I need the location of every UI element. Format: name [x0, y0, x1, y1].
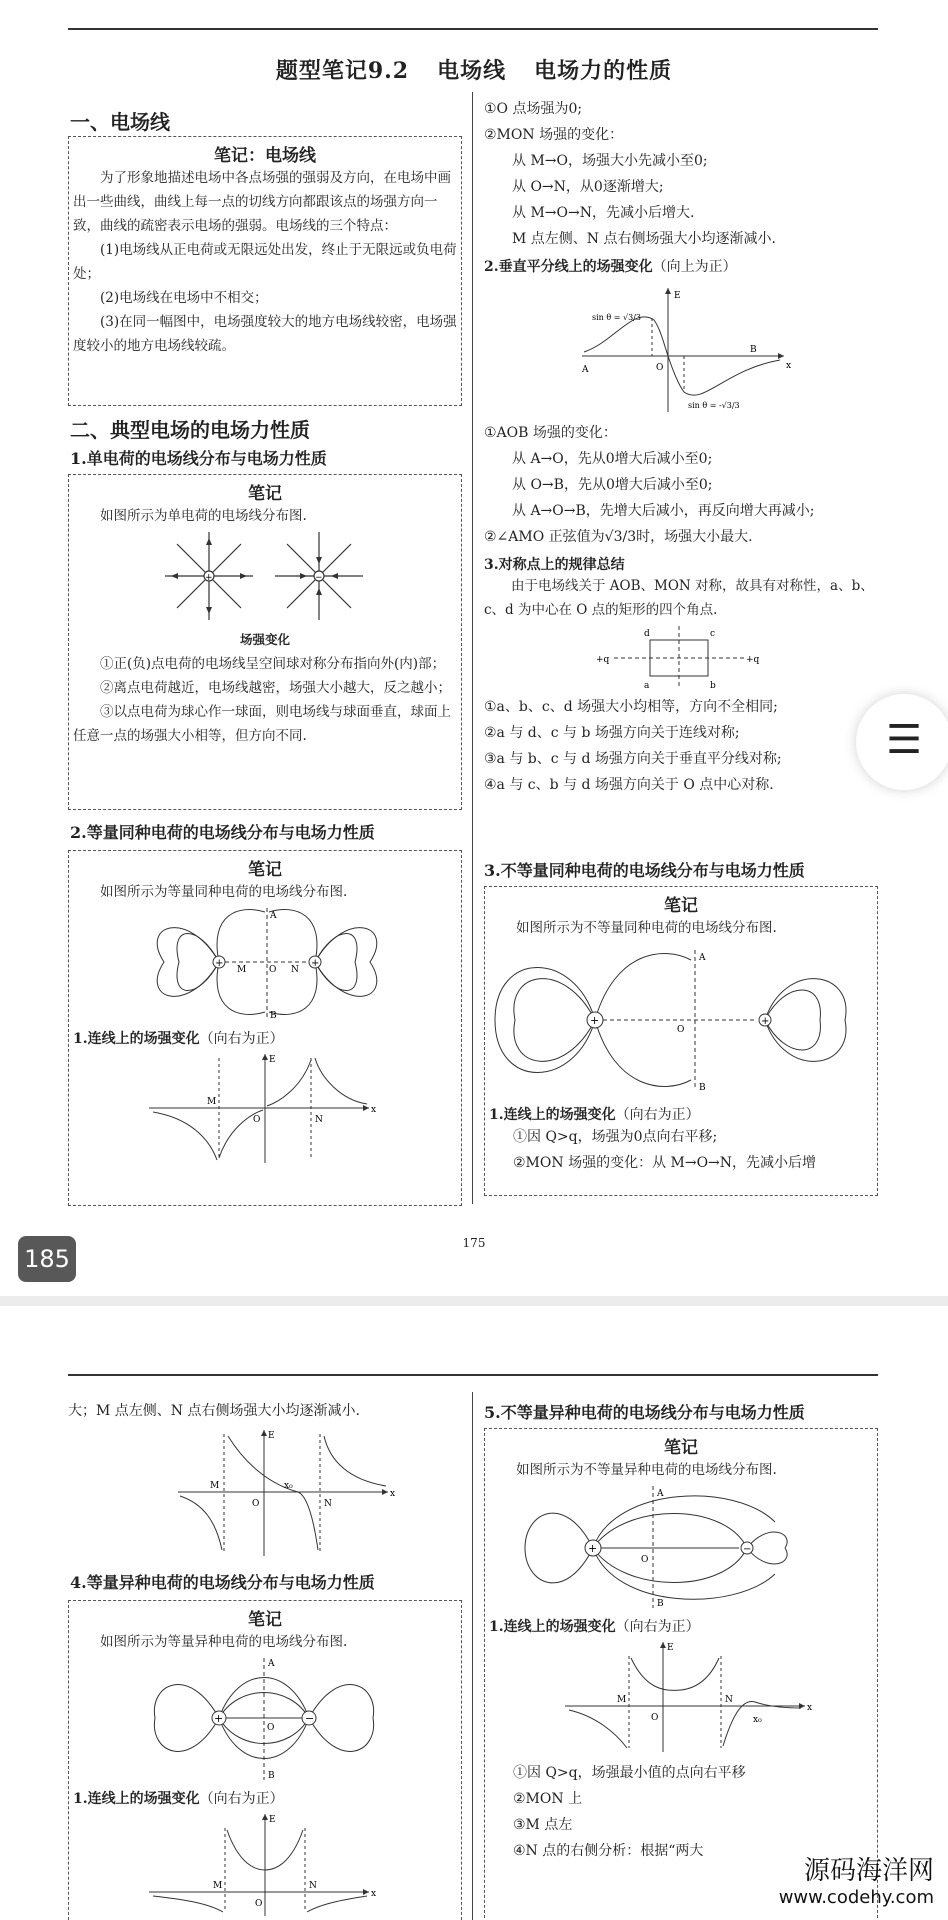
svg-text:O: O — [656, 363, 664, 373]
svg-text:O: O — [252, 1499, 260, 1509]
svg-text:O: O — [255, 1899, 263, 1909]
text-line: ③M 点左 — [513, 1817, 573, 1833]
document-page-next — [0, 1306, 948, 1920]
note-paragraph: 如图所示为不等量异种电荷的电场线分布图. — [516, 1462, 777, 1478]
note-box-equal-like-charges — [68, 850, 462, 1206]
note-title: 笔记 — [248, 1610, 282, 1630]
note-subheading: 1.连线上的场强变化（向右为正） — [489, 1619, 700, 1635]
unequal-like-line-field-graph — [68, 1422, 462, 1562]
note-paragraph: (2)电场线在电场中不相交； — [100, 290, 268, 306]
svg-text:O: O — [651, 1713, 659, 1723]
svg-text:+: + — [590, 1014, 600, 1027]
text-paragraph: 由于电场线关于 AOB、MON 对称，故具有对称性，a、b、c、d 为中心在 O 点的矩形的四个角点. — [484, 578, 874, 618]
svg-text:A: A — [657, 1489, 664, 1499]
text-line: ②MON 上 — [513, 1791, 583, 1807]
svg-text:x: x — [390, 1489, 396, 1499]
page-top-rule — [68, 28, 878, 30]
note-paragraph: 为了形象地描述电场中各点场强的强弱及方向，在电场中画出一些曲线，曲线上每一点的切线方向都跟该点的场强方向一致，曲线的疏密表示电场的强弱。电场线的三个特点： — [73, 170, 451, 234]
svg-text:x: x — [807, 1703, 813, 1713]
right-column-block-1 — [484, 96, 884, 798]
svg-text:N: N — [315, 1115, 323, 1125]
svg-text:B: B — [270, 1011, 277, 1021]
note-paragraph: 如图所示为等量同种电荷的电场线分布图. — [100, 884, 348, 900]
svg-text:E: E — [674, 291, 681, 301]
diagram-caption: 场强变化 — [239, 632, 290, 647]
note-paragraph: 如图所示为单电荷的电场线分布图. — [100, 508, 307, 524]
text-line: ①O 点场强为0; — [484, 101, 583, 117]
text-line: ③a 与 b、c 与 d 场强方向关于垂直平分线对称; — [484, 751, 782, 767]
svg-text:M: M — [207, 1097, 217, 1107]
subheading-symmetric-points: 3.对称点上的规律总结 — [484, 557, 625, 573]
note-subheading: 1.连线上的场强变化（向右为正） — [489, 1107, 700, 1123]
svg-text:B: B — [268, 1771, 275, 1781]
svg-text:O: O — [641, 1555, 649, 1565]
text-line: ②a 与 d、c 与 b 场强方向关于连线对称; — [484, 725, 740, 741]
subheading-perpendicular: 2.垂直平分线上的场强变化（向上为正） — [484, 259, 737, 275]
text-line: ①AOB 场强的变化： — [484, 425, 617, 441]
note-title: 笔记 — [664, 896, 698, 916]
text-line: ①a、b、c、d 场强大小均相等，方向不全相同; — [484, 699, 778, 715]
equal-unlike-line-field-graph — [69, 1808, 459, 1918]
svg-text:+: + — [311, 958, 320, 969]
subsection-heading-unequal-unlike-charges: 5.不等量异种电荷的电场线分布与电场力性质 — [484, 1403, 805, 1422]
svg-text:+q: +q — [746, 655, 760, 665]
svg-text:sin θ = √3/3: sin θ = √3/3 — [592, 313, 641, 322]
svg-text:O: O — [253, 1115, 261, 1125]
text-line: 从 O→B，先从0增大后减小至0; — [512, 477, 713, 493]
svg-text:c: c — [710, 629, 716, 639]
note-paragraph: 如图所示为等量异种电荷的电场线分布图. — [100, 1634, 348, 1650]
svg-text:M: M — [617, 1695, 627, 1705]
svg-text:B: B — [699, 1083, 706, 1093]
svg-text:x: x — [371, 1889, 377, 1899]
text-line: ①因 Q>q，场强最小值的点向右平移 — [513, 1765, 746, 1781]
note-paragraph: ③以点电荷为球心作一球面，则电场线与球面垂直，球面上任意一点的场强大小相等，但方向不同. — [73, 704, 451, 744]
section-heading-field-lines: 一、电场线 — [70, 110, 170, 134]
text-line: 从 O→N，从0逐渐增大; — [512, 179, 664, 195]
note-paragraph: ①正(负)点电荷的电场线呈空间球对称分布指向外(内)部； — [100, 656, 446, 672]
text-line: 从 A→O→B，先增大后减小，再反向增大再减小; — [512, 503, 815, 519]
note-box-unequal-like-charges — [484, 886, 878, 1196]
note-paragraph: (1)电场线从正电荷或无限远处出发，终止于无限远或负电荷处； — [73, 242, 457, 282]
svg-text:+q: +q — [596, 655, 610, 665]
svg-text:O: O — [267, 1723, 275, 1733]
continued-text: 大；M 点左侧、N 点右侧场强大小均逐渐减小. — [68, 1403, 360, 1419]
svg-text:A: A — [582, 365, 589, 375]
subsection-heading-unequal-like-charges: 3.不等量同种电荷的电场线分布与电场力性质 — [484, 861, 805, 880]
svg-text:M: M — [210, 1481, 220, 1491]
svg-text:O: O — [269, 965, 277, 975]
svg-text:E: E — [268, 1431, 275, 1441]
svg-text:E: E — [269, 1055, 276, 1065]
equal-like-charges-field-diagram — [69, 904, 459, 1024]
svg-text:N: N — [309, 1881, 317, 1891]
svg-text:d: d — [644, 629, 650, 639]
equal-like-line-field-graph — [69, 1048, 459, 1168]
note-title: 笔记 — [248, 484, 282, 504]
text-line: ④N 点的右侧分析：根据“两大 — [513, 1843, 704, 1859]
unequal-unlike-line-field-graph — [485, 1636, 875, 1756]
note-box-equal-unlike-charges — [68, 1600, 462, 1920]
watermark: 源码海洋网 www.codehy.com — [778, 1856, 934, 1908]
svg-text:+: + — [205, 573, 213, 583]
equal-unlike-charges-field-diagram — [69, 1654, 459, 1784]
note-paragraph: 如图所示为不等量同种电荷的电场线分布图. — [516, 920, 777, 936]
text-line: ②MON 场强的变化：从 M→O→N，先减小后增 — [513, 1155, 817, 1171]
note-paragraph: ②离点电荷越近，电场线越密，场强大小越大，反之越小； — [100, 680, 451, 696]
svg-text:sin θ = -√3/3: sin θ = -√3/3 — [688, 401, 740, 410]
symmetric-points-rect-diagram — [484, 622, 884, 690]
menu-button[interactable]: ☰ — [856, 694, 948, 790]
perpendicular-bisector-field-graph — [484, 276, 884, 416]
text-line: ②MON 场强的变化： — [484, 127, 624, 143]
note-title: 笔记：电场线 — [214, 146, 316, 166]
page-number: 175 — [462, 1236, 486, 1250]
svg-text:B: B — [657, 1599, 664, 1609]
note-subheading: 1.连线上的场强变化（向右为正） — [73, 1791, 284, 1807]
svg-text:+: + — [588, 1542, 598, 1555]
note-title: 笔记 — [248, 860, 282, 880]
svg-text:a: a — [644, 681, 650, 690]
svg-text:N: N — [324, 1499, 332, 1509]
svg-text:−: − — [315, 573, 323, 583]
svg-text:b: b — [710, 681, 716, 690]
svg-text:E: E — [667, 1643, 674, 1653]
unequal-unlike-charges-field-diagram — [485, 1482, 875, 1612]
svg-text:M: M — [237, 965, 247, 975]
text-line: M 点左侧、N 点右侧场强大小均逐渐减小. — [512, 231, 776, 247]
note-title: 笔记 — [664, 1438, 698, 1458]
svg-text:+: + — [214, 1712, 224, 1725]
svg-text:A: A — [270, 911, 277, 921]
text-line: ④a 与 c、b 与 d 场强方向关于 O 点中心对称. — [484, 777, 774, 793]
svg-text:+: + — [761, 1016, 770, 1027]
svg-text:N: N — [725, 1695, 733, 1705]
text-line: 从 M→O，场强大小先减小至0; — [512, 153, 708, 169]
page-counter-badge[interactable]: 185 — [18, 1236, 76, 1282]
page-title: 题型笔记9.2 电场线 电场力的性质 — [275, 58, 673, 84]
svg-text:A: A — [699, 953, 706, 963]
column-divider — [472, 1392, 473, 1920]
note-subheading: 1.连线上的场强变化（向右为正） — [73, 1031, 284, 1047]
single-charge-field-diagram — [69, 528, 459, 624]
column-divider — [472, 92, 473, 1204]
svg-text:B: B — [750, 345, 757, 355]
unequal-like-charges-field-diagram — [485, 940, 875, 1100]
text-line: 从 A→O，先从0增大后减小至0; — [512, 451, 713, 467]
subsection-heading-equal-like-charges: 2.等量同种电荷的电场线分布与电场力性质 — [70, 823, 375, 842]
note-paragraph: (3)在同一幅图中，电场强度较大的地方电场线较密，电场强度较小的地方电场线较疏。 — [73, 314, 457, 354]
page-top-rule — [68, 1374, 878, 1376]
svg-text:x: x — [371, 1105, 377, 1115]
section-heading-typical-fields: 二、典型电场的电场力性质 — [70, 418, 310, 442]
subsection-heading-equal-unlike-charges: 4.等量异种电荷的电场线分布与电场力性质 — [70, 1573, 375, 1592]
note-box-unequal-unlike-charges — [484, 1428, 878, 1920]
svg-text:E: E — [269, 1815, 276, 1825]
svg-text:−: − — [305, 1712, 315, 1725]
svg-text:x: x — [786, 361, 792, 371]
svg-text:M: M — [213, 1881, 223, 1891]
svg-text:−: − — [743, 1544, 752, 1555]
text-line: ①因 Q>q，场强为0点向右平移; — [513, 1129, 718, 1145]
text-line: ②∠AMO 正弦值为√3/3时，场强大小最大. — [484, 529, 753, 545]
note-box-field-lines — [68, 136, 462, 406]
svg-text:x₀: x₀ — [284, 1481, 293, 1491]
svg-text:+: + — [215, 958, 224, 969]
svg-text:O: O — [677, 1025, 685, 1035]
svg-text:N: N — [291, 965, 299, 975]
text-line: 从 M→O→N，先减小后增大. — [512, 205, 695, 221]
subsection-heading-single-charge: 1.单电荷的电场线分布与电场力性质 — [70, 449, 327, 468]
svg-text:x₀: x₀ — [753, 1715, 762, 1725]
note-box-single-charge — [68, 474, 462, 810]
svg-text:A: A — [268, 1659, 275, 1669]
